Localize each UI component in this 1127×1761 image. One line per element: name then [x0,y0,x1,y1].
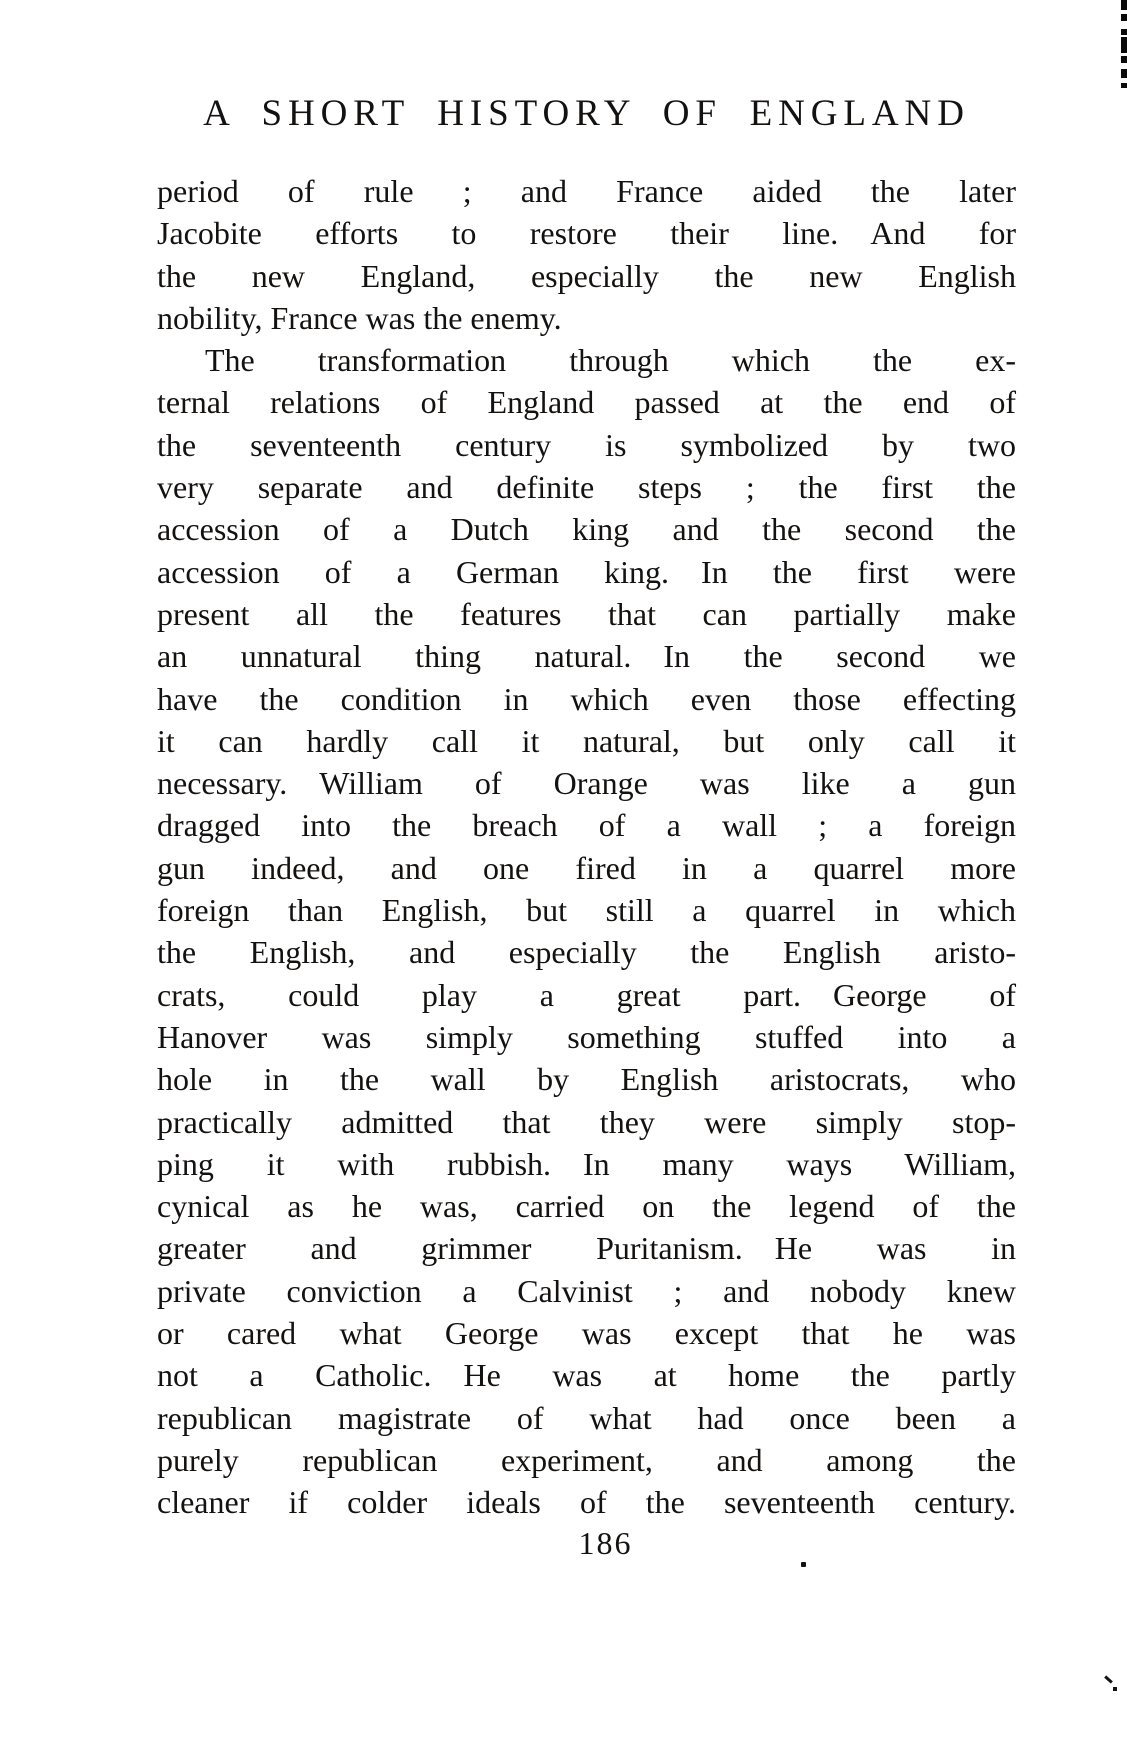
ink-dot [801,1562,806,1567]
text-line: crats, could play a great part. George of [157,976,1016,1013]
scan-edge-dash [1121,14,1127,21]
text-line: hole in the wall by English aristocrats, who [157,1061,1016,1098]
ink-mark [1104,1675,1113,1683]
text-line: it can hardly call it natural, but only call it [157,722,1016,759]
text-line: dragged into the breach of a wall ; a foreign [157,807,1016,844]
text-line: cleaner if colder ideals of the seventeenth century. [157,1484,1016,1521]
text-line: the new England, especially the new English [157,257,1016,294]
text-line: The transformation through which the ex- [205,342,1016,379]
text-line: accession of a Dutch king and the second the [157,511,1016,548]
text-line: present all the features that can partially make [157,595,1016,632]
scan-edge-dash [1121,29,1127,35]
text-line: period of rule ; and France aided the later [157,173,1016,209]
text-line: have the condition in which even those effecting [157,680,1016,717]
scan-edge-dash [1121,69,1127,78]
text-line: ternal relations of England passed at the end of [157,384,1016,421]
ink-speck [1113,1687,1117,1691]
text-line: republican magistrate of what had once been a [157,1399,1016,1436]
text-line: accession of a German king. In the first were [157,553,1016,590]
text-line: Hanover was simply something stuffed into a [157,1018,1016,1055]
text-line: the seventeenth century is symbolized by two [157,426,1016,463]
scan-edge-dash [1121,37,1127,53]
body-text [157,170,1016,1524]
text-line: ping it with rubbish. In many ways William, [157,1145,1016,1182]
text-line: very separate and definite steps ; the first the [157,469,1016,506]
scan-edge-dash [1121,56,1127,63]
page-number: 186 [578,1525,633,1561]
scan-edge-dash [1121,83,1127,88]
text-line: not a Catholic. He was at home the partly [157,1357,1016,1394]
text-line: nobility, France was the enemy. [157,299,562,336]
page-title: A SHORT HISTORY OF ENGLAND [203,93,970,134]
text-line: private conviction a Calvinist ; and nobody knew [157,1272,1016,1309]
text-line: foreign than English, but still a quarrel in which [157,892,1016,929]
text-line: an unnatural thing natural. In the second we [157,638,1016,675]
text-line: necessary. William of Orange was like a gun [157,765,1016,802]
text-line: greater and grimmer Puritanism. He was in [157,1230,1016,1267]
text-line: or cared what George was except that he was [157,1315,1016,1352]
text-line: the English, and especially the English aristo- [157,934,1016,971]
text-line: cynical as he was, carried on the legend of the [157,1188,1016,1225]
text-line: Jacobite efforts to restore their line. And for [157,215,1016,252]
scan-edge-dash [1121,0,1127,10]
text-line: purely republican experiment, and among the [157,1441,1016,1478]
text-line: gun indeed, and one fired in a quarrel more [157,849,1016,886]
text-line: practically admitted that they were simply stop- [157,1103,1016,1140]
